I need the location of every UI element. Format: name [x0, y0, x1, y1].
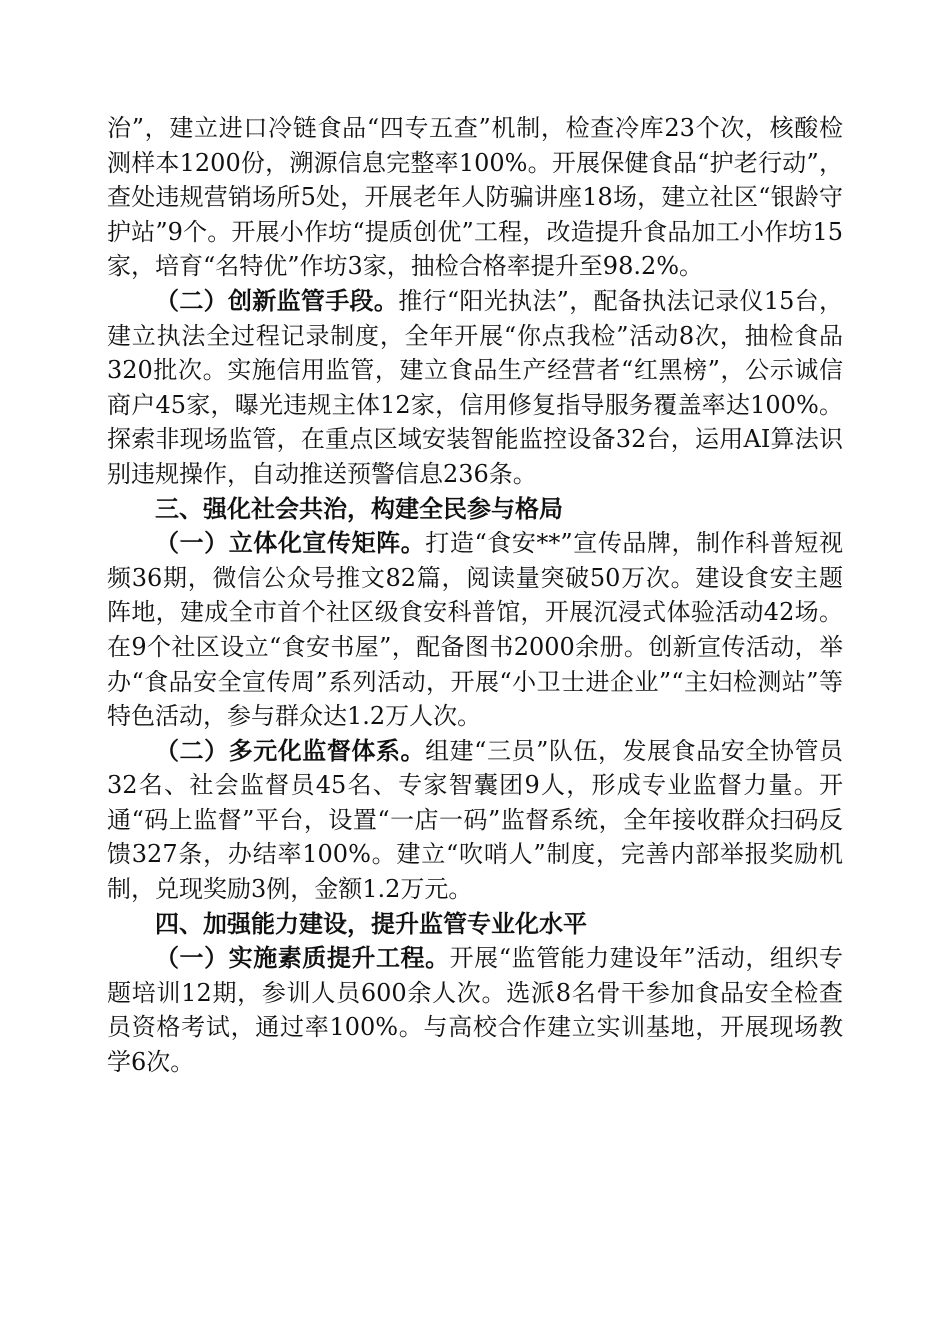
- document-body: [107, 111, 843, 1080]
- paragraph-publicity-matrix: [107, 526, 843, 734]
- paragraph-text: 打造“食安**”宣传品牌，制作科普短视频36期，微信公众号推文82篇，阅读量突破50万次。建设食安主题阵地，建成全市首个社区级食安科普馆，开展沉浸式体验活动42场。在9个社区设立“食安书屋”，配备图书2000余册。创新宣传活动，举办“食品安全宣传周”系列活动，开展“小卫士进企业”“主妇检测站”等特色活动，参与群众达1.2万人次。: [107, 529, 843, 731]
- paragraph-text: 组建“三员”队伍，发展食品安全协管员32名、社会监督员45名、专家智囊团9人，形成专业监督力量。开通“码上监督”平台，设置“一店一码”监督系统，全年接收群众扫码反馈327条，办结率100%。建立“吹哨人”制度，完善内部举报奖励机制，兑现奖励3例，金额1.2万元。: [107, 736, 843, 904]
- paragraph-lead: （二）创新监管手段。: [155, 286, 399, 315]
- paragraph-text: 治”，建立进口冷链食品“四专五查”机制，检查冷库23个次，核酸检测样本1200份，溯源信息完整率100%。开展保健食品“护老行动”，查处违规营销场所5处，开展老年人防骗讲座18场，建立社区“银龄守护站”9个。开展小作坊“提质创优”工程，改造提升食品加工小作坊15家，培育“名特优”作坊3家，抽检合格率提升至98.2%。: [107, 114, 843, 281]
- paragraph-lead: （一）实施素质提升工程。: [155, 944, 450, 973]
- paragraph-text: 开展“监管能力建设年”活动，组织专题培训12期，参训人员600余人次。选派8名骨干参加食品安全检查员资格考试，通过率100%。与高校合作建立实训基地，开展现场教学6次。: [107, 944, 843, 1077]
- paragraph-lead: （二）多元化监督体系。: [155, 736, 426, 765]
- section-heading-4: 四、加强能力建设，提升监管专业化水平: [155, 909, 587, 938]
- paragraph-quality-improvement: [107, 941, 843, 1079]
- paragraph-lead: （一）立体化宣传矩阵。: [155, 529, 426, 558]
- paragraph-text: 推行“阳光执法”，配备执法记录仪15台，建立执法全过程记录制度，全年开展“你点我检”活动8次，抽检食品320批次。实施信用监管，建立食品生产经营者“红黑榜”，公示诚信商户45家，曝光违规主体12家，信用修复指导服务覆盖率达100%。探索非现场监管，在重点区域安装智能监控设备32台，运用AI算法识别违规操作，自动推送预警信息236条。: [107, 286, 843, 488]
- paragraph-supervision-system: [107, 734, 843, 907]
- paragraph-continued: [107, 111, 843, 284]
- section-heading-3: 三、强化社会共治，构建全民参与格局: [155, 494, 563, 523]
- paragraph-innovate-supervision: [107, 284, 843, 492]
